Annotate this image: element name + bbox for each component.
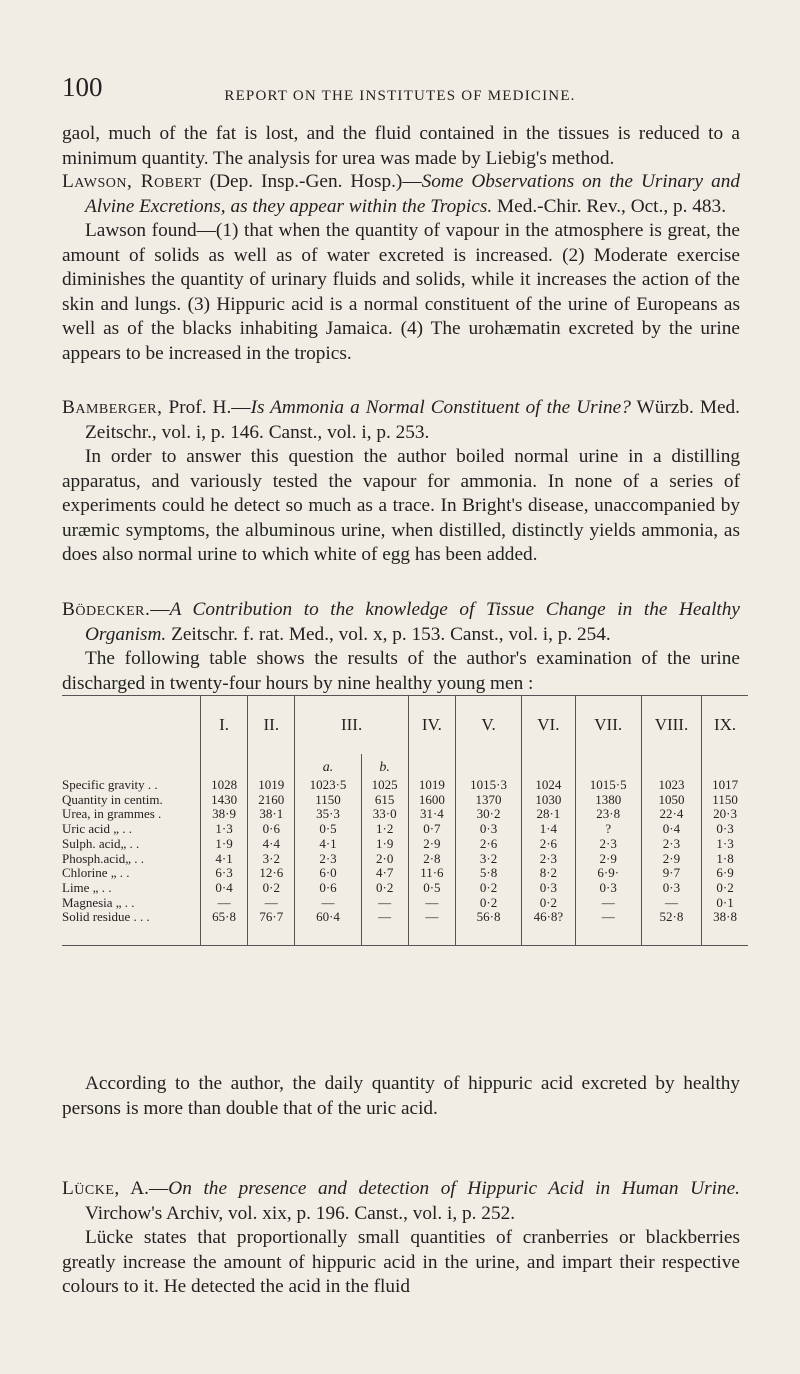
table-cell: 0·5 xyxy=(295,822,361,837)
table-cell: 23·8 xyxy=(575,807,641,822)
table-cell: 0·3 xyxy=(522,881,576,896)
row-label: Chlorine „ . . xyxy=(62,865,130,881)
table-cell: — xyxy=(408,896,455,911)
continued-paragraph: gaol, much of the fat is lost, and the fluid contained in the tissues is reduced to a minimum quantity. The analysis for urea was made by Liebig's method. xyxy=(62,123,740,169)
table-cell: 0·2 xyxy=(361,881,408,896)
column-header: II. xyxy=(248,696,295,755)
row-label: Magnesia „ . . xyxy=(62,894,135,910)
table-row xyxy=(62,837,748,852)
row-label: Solid residue . . . xyxy=(62,909,150,925)
table-cell-empty xyxy=(361,925,408,946)
table-cell: 3·2 xyxy=(248,852,295,867)
table-row xyxy=(62,807,748,822)
table-cell: 38·9 xyxy=(201,807,248,822)
table-cell: 60·4 xyxy=(295,910,361,925)
entry-body: Lawson found—(1) that when the quantity of vapour in the atmosphere is great, the amount of solids as well as of water excreted is increased. (2) Moderate exercise diminishes the quantity of urinary fluids and solids, while it increases the action of the skin and lungs. (3) Hippuric acid is a normal constituent of the urine of Europeans as well as of the blacks inhabiting Jamaica. (4) The urohæmatin excreted by the urine appears to be increased in the tropics. xyxy=(62,220,740,364)
entry-lawson xyxy=(62,170,740,366)
table-cell: — xyxy=(295,896,361,911)
table-cell: — xyxy=(361,896,408,911)
table-cell: 2·9 xyxy=(575,852,641,867)
table-cell: 1370 xyxy=(455,793,521,808)
table-cell: 8·2 xyxy=(522,866,576,881)
entry-bamberger xyxy=(62,396,740,568)
table-cell: 1·9 xyxy=(361,837,408,852)
table-cell: 1015·3 xyxy=(455,776,521,793)
table-cell-empty xyxy=(641,925,701,946)
table-cell: 0·5 xyxy=(408,881,455,896)
table-cell-empty xyxy=(702,754,748,776)
table-cell: 4·1 xyxy=(201,852,248,867)
entry-author: Bamberger, xyxy=(62,397,163,418)
entry-author: Lawson, Robert xyxy=(62,171,202,192)
table-cell: 0·4 xyxy=(201,881,248,896)
table-cell: 1019 xyxy=(248,776,295,793)
table-cell: 0·3 xyxy=(702,822,748,837)
table-cell: 6·9 xyxy=(702,866,748,881)
table-cell: 615 xyxy=(361,793,408,808)
entry-body: The following table shows the results of the author's examination of the urine discharged in twenty-four hours by nine healthy young men : xyxy=(62,648,740,694)
entry-title: On the presence and detection of Hippuric Acid in Human Urine. xyxy=(168,1178,740,1199)
table-cell-empty xyxy=(575,925,641,946)
table-cell: 0·2 xyxy=(702,881,748,896)
subcolumn-label: a. xyxy=(295,754,361,776)
table-cell: 0·1 xyxy=(702,896,748,911)
table-cell: 0·2 xyxy=(248,881,295,896)
table-cell-empty xyxy=(575,754,641,776)
table-cell: 11·6 xyxy=(408,866,455,881)
table-cell: 2·6 xyxy=(455,837,521,852)
table-cell-empty xyxy=(248,754,295,776)
table-cell: 76·7 xyxy=(248,910,295,925)
row-label: Quantity in centim. xyxy=(62,791,163,807)
table-cell: 0·3 xyxy=(455,822,521,837)
table-cell: 1017 xyxy=(702,776,748,793)
table-cell: 1024 xyxy=(522,776,576,793)
table-corner xyxy=(62,696,201,755)
table-cell-empty xyxy=(641,754,701,776)
entry-body: In order to answer this question the author boiled normal urine in a distilling apparatus, and variously tested the vapour for ammonia. In none of a series of experiments could he detect so much as a trace. In Bright's disease, unaccompanied by uræmic symptoms, the albuminous urine, when distilled, distinctly yields ammonia, as does also normal urine to which white of egg has been added. xyxy=(62,446,740,565)
entry-lucke xyxy=(62,1177,740,1300)
entry-reference: Med.-Chir. Rev., Oct., p. 483. xyxy=(492,195,727,217)
table-cell: 2·3 xyxy=(575,837,641,852)
table-cell: 9·7 xyxy=(641,866,701,881)
table-cell: — xyxy=(248,896,295,911)
row-label: Phosph.acid„ . . xyxy=(62,850,144,866)
table-cell: 28·1 xyxy=(522,807,576,822)
entry-title: Is Ammonia a Normal Constituent of the Urine? xyxy=(250,397,631,418)
table-cell: 4·4 xyxy=(248,837,295,852)
table-cell-empty xyxy=(62,925,201,946)
table-cell-empty xyxy=(408,754,455,776)
table-cell: 2·3 xyxy=(295,852,361,867)
table-cell: 0·7 xyxy=(408,822,455,837)
entry-title: Some Observations on the Urinary and Alvine Excretions, as they appear within the Tropics. xyxy=(85,171,740,217)
entry-author: Bödecker. xyxy=(62,599,151,620)
table-row xyxy=(62,866,748,881)
table-cell: 1·2 xyxy=(361,822,408,837)
table-cell: 0·2 xyxy=(455,881,521,896)
entry-heading: Bamberger, Prof. H.—Is Ammonia a Normal Constituent of the Urine? Würzb. Med. Zeitschr., vol. i, p. 146. Canst., vol. i, p. 253. xyxy=(62,397,740,443)
table-cell-empty xyxy=(455,754,521,776)
table-cell: 2·3 xyxy=(522,852,576,867)
table-cell: 2·9 xyxy=(408,837,455,852)
table-cell: 1023 xyxy=(641,776,701,793)
table-cell: 1380 xyxy=(575,793,641,808)
table-cell: — xyxy=(361,910,408,925)
table-cell: 0·3 xyxy=(575,881,641,896)
table-cell: 2·8 xyxy=(408,852,455,867)
entry-heading: Lücke, A.—On the presence and detection of Hippuric Acid in Human Urine. Virchow's Archiv, vol. xix, p. 196. Canst., vol. i, p. 252. xyxy=(62,1178,740,1224)
row-label: Urea, in grammes . xyxy=(62,806,162,822)
table-cell: 2·6 xyxy=(522,837,576,852)
row-label: Lime „ . . xyxy=(62,879,112,895)
table-cell: 46·8? xyxy=(522,910,576,925)
table-cell: 38·1 xyxy=(248,807,295,822)
table-cell: ? xyxy=(575,822,641,837)
table-cell-empty xyxy=(522,754,576,776)
table-cell: 2·9 xyxy=(641,852,701,867)
table-cell-empty xyxy=(201,925,248,946)
entry-reference: Virchow's Archiv, vol. xix, p. 196. Canst., vol. i, p. 252. xyxy=(85,1202,516,1224)
table-row xyxy=(62,776,748,793)
column-header: VI. xyxy=(522,696,576,755)
urine-results-table xyxy=(62,695,748,1051)
table-cell: 1015·5 xyxy=(575,776,641,793)
table-cell: — xyxy=(575,896,641,911)
table-cell: 0·2 xyxy=(455,896,521,911)
table-cell: 1019 xyxy=(408,776,455,793)
entry-reference: Zeitschr. f. rat. Med., vol. x, p. 153. Canst., vol. i, p. 254. xyxy=(166,623,611,645)
entry-reference: Würzb. Med. Zeitschr., vol. i, p. 146. Canst., vol. i, p. 253. xyxy=(85,397,740,443)
table-cell: 31·4 xyxy=(408,807,455,822)
table-cell: 38·8 xyxy=(702,910,748,925)
column-header: V. xyxy=(455,696,521,755)
entry-bodecker xyxy=(62,598,740,696)
table-cell: 2·3 xyxy=(641,837,701,852)
table-cell: 12·6 xyxy=(248,866,295,881)
row-label: Specific gravity . . xyxy=(62,777,158,792)
table-row xyxy=(62,793,748,808)
table-row xyxy=(62,896,748,911)
entry-heading: Lawson, Robert (Dep. Insp.-Gen. Hosp.)—Some Observations on the Urinary and Alvine Excretions, as they appear within the Tropics. Med.-Chir. Rev., Oct., p. 483. xyxy=(62,171,740,217)
table-cell: 35·3 xyxy=(295,807,361,822)
table-row xyxy=(62,881,748,896)
table-cell: — xyxy=(575,910,641,925)
table-cell: 1·4 xyxy=(522,822,576,837)
table-cell: — xyxy=(641,896,701,911)
table-cell-empty xyxy=(408,925,455,946)
column-header: VIII. xyxy=(641,696,701,755)
table-cell: 56·8 xyxy=(455,910,521,925)
table-cell: 6·3 xyxy=(201,866,248,881)
table-cell-empty xyxy=(455,925,521,946)
table-cell: 1150 xyxy=(295,793,361,808)
table-cell: 2160 xyxy=(248,793,295,808)
page-header xyxy=(62,72,738,112)
table-cell: 65·8 xyxy=(201,910,248,925)
table-cell-empty xyxy=(62,754,201,776)
table-row xyxy=(62,822,748,837)
page-number: 100 xyxy=(62,72,103,102)
table-cell: 30·2 xyxy=(455,807,521,822)
entry-body: Lücke states that proportionally small quantities of cranberries or blackberries greatly increase the amount of hippuric acid in the urine, and impart their respective colours to it. He detected the acid in the fluid xyxy=(62,1227,740,1297)
table-cell: 1050 xyxy=(641,793,701,808)
column-header: VII. xyxy=(575,696,641,755)
table-cell: 5·8 xyxy=(455,866,521,881)
table-cell: 33·0 xyxy=(361,807,408,822)
entry-title: A Contribution to the knowledge of Tissue Change in the Healthy Organism. xyxy=(85,599,740,645)
table-cell: 1·3 xyxy=(702,837,748,852)
column-header: I. xyxy=(201,696,248,755)
table-cell: 1150 xyxy=(702,793,748,808)
table-cell: — xyxy=(408,910,455,925)
table-cell: 0·6 xyxy=(295,881,361,896)
table-cell: 6·0 xyxy=(295,866,361,881)
table-cell: — xyxy=(201,896,248,911)
subcolumn-label: b. xyxy=(361,754,408,776)
column-header: IX. xyxy=(702,696,748,755)
table-cell: 1430 xyxy=(201,793,248,808)
table-cell-empty xyxy=(201,754,248,776)
table-cell: 20·3 xyxy=(702,807,748,822)
table-cell: 2·0 xyxy=(361,852,408,867)
after-table-paragraph: According to the author, the daily quantity of hippuric acid excreted by healthy persons is more than double that of the uric acid. xyxy=(62,1073,740,1119)
table-row xyxy=(62,910,748,925)
table-cell: 4·7 xyxy=(361,866,408,881)
table-cell: 1·3 xyxy=(201,822,248,837)
column-header: III. xyxy=(295,696,408,755)
table-cell: 3·2 xyxy=(455,852,521,867)
table-cell-empty xyxy=(248,925,295,946)
table-cell-empty xyxy=(295,925,361,946)
table-cell: 52·8 xyxy=(641,910,701,925)
entry-heading: Bödecker.—A Contribution to the knowledge of Tissue Change in the Healthy Organism. Zeitschr. f. rat. Med., vol. x, p. 153. Canst., vol. i, p. 254. xyxy=(62,599,740,645)
table-cell: 6·9· xyxy=(575,866,641,881)
column-header: IV. xyxy=(408,696,455,755)
table-cell: 1025 xyxy=(361,776,408,793)
table-cell: 1028 xyxy=(201,776,248,793)
table-cell: 0·6 xyxy=(248,822,295,837)
table-cell-empty xyxy=(702,925,748,946)
table-cell: 1·8 xyxy=(702,852,748,867)
table-cell: 1023·5 xyxy=(295,776,361,793)
table-cell: 1030 xyxy=(522,793,576,808)
table-cell: 4·1 xyxy=(295,837,361,852)
table-cell-empty xyxy=(522,925,576,946)
row-label: Sulph. acid„ . . xyxy=(62,835,140,851)
table-cell: 1600 xyxy=(408,793,455,808)
table-cell: 0·4 xyxy=(641,822,701,837)
running-title: REPORT ON THE INSTITUTES OF MEDICINE. xyxy=(224,88,576,104)
table-cell: 0·3 xyxy=(641,881,701,896)
row-label: Uric acid „ . . xyxy=(62,821,133,837)
table-cell: 0·2 xyxy=(522,896,576,911)
table-cell: 22·4 xyxy=(641,807,701,822)
entry-author: Lücke, xyxy=(62,1178,120,1199)
table-cell: 1·9 xyxy=(201,837,248,852)
table-row xyxy=(62,852,748,867)
